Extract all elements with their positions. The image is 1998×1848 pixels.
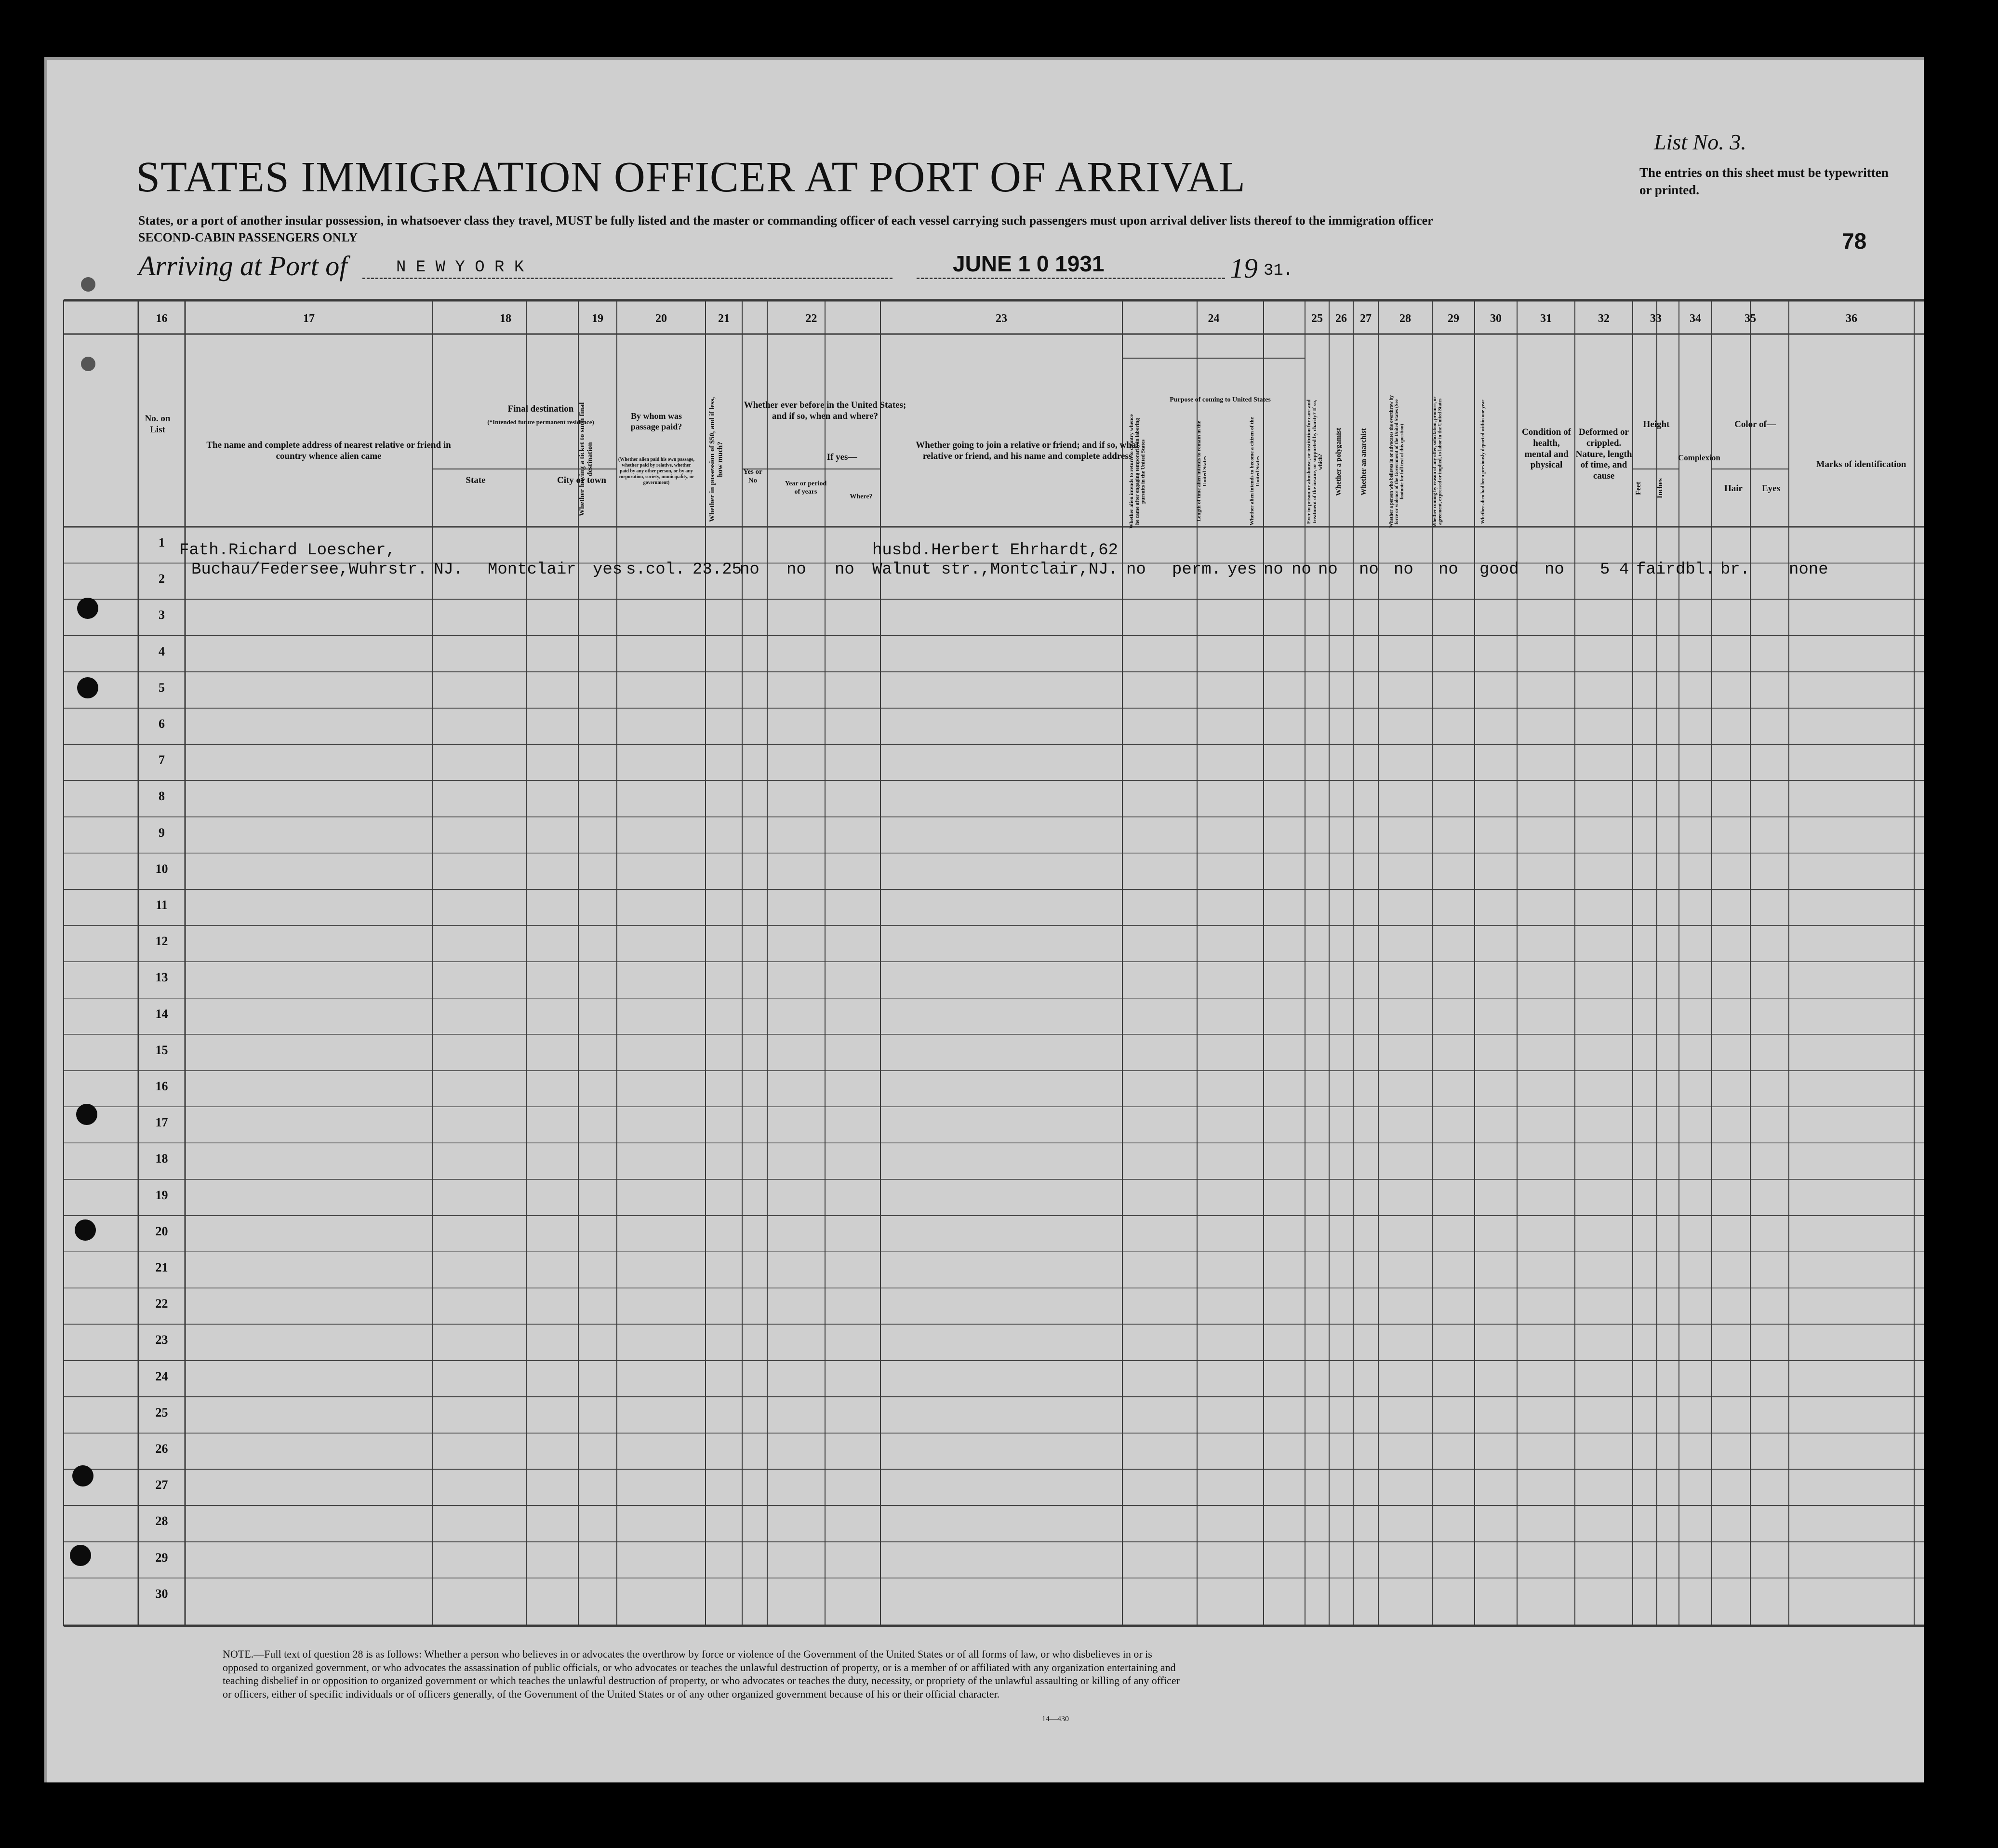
column-number: 31 — [1540, 312, 1552, 325]
entry-labor: no — [1394, 561, 1413, 579]
page-number: 78 — [1842, 228, 1867, 254]
column-number: 34 — [1690, 312, 1701, 325]
col22-header: Whether ever before in the United States; and if so, when and where? — [744, 400, 906, 421]
row-number: 20 — [155, 1224, 168, 1238]
column-number: 20 — [655, 312, 667, 325]
column-number: 25 — [1311, 312, 1323, 325]
row-number: 4 — [159, 644, 165, 658]
row-number: 18 — [155, 1152, 168, 1166]
col20-note: (Whether alien paid his own passage, whether paid by relative, whether paid by any other person, or by any corporation, society, municipality, or government) — [618, 457, 695, 485]
entry-relative-line2: Buchau/Federsee,Wuhrstr. — [191, 561, 427, 579]
col22-where: Where? — [850, 493, 873, 500]
row-number: 28 — [155, 1514, 168, 1528]
entry-year: no — [786, 561, 806, 579]
column-number: 27 — [1360, 312, 1372, 325]
col34-header: Complexion — [1678, 453, 1720, 462]
entry-length: perm. — [1172, 561, 1222, 579]
column-number: 32 — [1598, 312, 1610, 325]
entry-ticket: yes — [593, 561, 623, 579]
col19-header: Whether having a ticket to such final destination — [578, 402, 594, 517]
entry-money: 23.25 — [693, 561, 742, 579]
col20-header: By whom was passage paid? — [630, 411, 682, 431]
port-name: N E W Y O R K — [396, 258, 524, 277]
row-number: 5 — [159, 680, 165, 695]
entry-eyes: br. — [1720, 561, 1750, 579]
year-suffix: 31. — [1264, 262, 1293, 280]
entry-return: no — [1126, 561, 1146, 579]
column-number: 29 — [1448, 312, 1459, 325]
page-title: STATES IMMIGRATION OFFICER AT PORT OF ARRIVAL — [136, 153, 1246, 201]
entry-marks: none — [1789, 561, 1828, 579]
binder-hole — [76, 1104, 97, 1125]
footer-note: NOTE.—Full text of question 28 is as follows: Whether a person who believes in or advocates the overthrow by force or violence of the Government of the United States or of all forms of law, or who disbelieves in or is opposed to organized government, or who advocates the assassination of public officials, or who advocates or teaches the unlawful destruction of property, or is a member of or affiliated with any organization entertaining and teaching disbelief in or opposition to organized government or which teaches the unlawful destruction of property, or who advocates or teaches the duty, necessity, or propriety of the unlawful assaulting or killing of any officer or officers, either of specific individuals or of officers generally, of the Government of the United States or of any other organized government because of his or their official character. — [223, 1648, 1180, 1700]
row-number: 12 — [155, 934, 168, 949]
col17-header: The name and complete address of nearest relative or friend in country whence alien came — [206, 440, 451, 461]
col33-feet: Feet — [1635, 482, 1642, 495]
entry-state: NJ. — [434, 561, 464, 579]
col28-header: Whether a person who believes in or advocates the overthrow by force or violence of the Government of the United States (See footnote for full text of this question) — [1389, 395, 1405, 528]
row-number: 21 — [155, 1260, 168, 1274]
col35-hair: Hair — [1724, 483, 1743, 494]
row-number: 1 — [159, 536, 165, 549]
row-number: 22 — [155, 1297, 168, 1311]
entry-paid-by: s.col. — [626, 561, 685, 579]
entry-relative-line1: Fath.Richard Loescher, — [179, 541, 396, 560]
col33-inches: Inches — [1656, 478, 1664, 498]
entry-polygamist: no — [1292, 561, 1311, 579]
column-number: 17 — [303, 312, 315, 325]
row-number: 25 — [155, 1405, 168, 1419]
col18-city: City or town — [557, 475, 607, 485]
row-number: 27 — [155, 1478, 168, 1492]
col31-header: Condition of health, mental and physical — [1522, 427, 1571, 470]
row-number: 14 — [155, 1006, 168, 1021]
year-prefix: 19 — [1230, 253, 1258, 284]
form-number: 14—430 — [1042, 1715, 1069, 1723]
row-number: 23 — [155, 1333, 168, 1347]
entry-feet: 5 — [1600, 561, 1610, 579]
typewritten-note: The entries on this sheet must be typewritten or printed. — [1639, 165, 1889, 198]
col18-state: State — [466, 475, 486, 485]
col22-yesno: Yes or No — [743, 468, 762, 484]
col16-header: No. on List — [145, 414, 171, 435]
col18-note: (*Intended future permanent residence) — [487, 418, 594, 426]
entry-join-line1: husbd.Herbert Ehrhardt,62 — [872, 541, 1119, 560]
col24-citizen: Whether alien intends to become a citizen of the United States — [1249, 417, 1261, 526]
entry-city: Montclair — [488, 561, 576, 579]
col25-header: Ever in prison or almshouse, or institution for care and treatment of the insane, or supported by charity? If so, which? — [1306, 399, 1324, 524]
row-number: 3 — [159, 608, 165, 622]
row-number: 16 — [155, 1079, 168, 1093]
column-number: 35 — [1745, 312, 1756, 325]
entry-deported: no — [1439, 561, 1458, 579]
column-number: 36 — [1846, 312, 1857, 325]
row-number: 7 — [159, 753, 165, 767]
col27-header: Whether an anarchist — [1360, 428, 1368, 495]
entry-before-us: no — [740, 561, 759, 579]
column-number: 26 — [1335, 312, 1347, 325]
column-number: 30 — [1490, 312, 1502, 325]
col30-header: Whether alien had been previously deported within one year — [1480, 400, 1486, 524]
col18-header: Final destination — [507, 404, 574, 414]
manifest-sheet — [44, 57, 1924, 1782]
column-number: 33 — [1650, 312, 1662, 325]
instructions: States, or a port of another insular possession, in whatsoever class they travel, MUST be fully listed and the master or commanding officer of each vessel carrying such passengers must upon arrival deliver lists thereof to the immigration officer — [138, 214, 1433, 228]
col29-header: Whether coming by reason of any offer, solicitation, promise, or agreement, expressed or implied, to labor in the United States — [1432, 396, 1443, 527]
entry-complexion: fair — [1636, 561, 1676, 579]
row-number: 17 — [155, 1115, 168, 1130]
binder-hole — [70, 1545, 91, 1566]
column-number: 23 — [996, 312, 1007, 325]
arriving-label: Arriving at Port of — [138, 250, 347, 281]
col35-eyes: Eyes — [1762, 483, 1780, 494]
column-number: 24 — [1208, 312, 1220, 325]
row-number: 13 — [155, 970, 168, 985]
col24-header: Purpose of coming to United States — [1170, 396, 1271, 403]
entry-where: no — [835, 561, 854, 579]
column-number: 22 — [805, 312, 817, 325]
binder-hole — [75, 1219, 96, 1241]
row-number: 11 — [156, 898, 168, 912]
entry-inches: 4 — [1619, 561, 1629, 579]
binder-hole — [72, 1465, 93, 1486]
row-number: 24 — [155, 1369, 168, 1383]
cabin-class: SECOND-CABIN PASSENGERS ONLY — [138, 230, 358, 244]
col24-return: Whether alien intends to return to country whence he came after engaging temporarily in laboring pursuits in the United States — [1129, 414, 1146, 529]
column-number: 19 — [592, 312, 603, 325]
row-number: 15 — [155, 1043, 168, 1057]
col22-ifyes: If yes— — [826, 452, 857, 462]
entry-join-line2: Walnut str.,Montclair,NJ. — [872, 561, 1119, 579]
binder-hole — [77, 677, 98, 698]
entry-anarchist: no — [1318, 561, 1338, 579]
binder-hole — [81, 357, 95, 371]
column-number: 18 — [500, 312, 511, 325]
column-number: 21 — [718, 312, 730, 325]
col21-header: Whether in possession of $50, and if less, how much? — [708, 397, 724, 522]
col32-header: Deformed or crippled. Nature, length of time, and cause — [1575, 427, 1632, 482]
column-number: 16 — [156, 312, 168, 325]
row-number: 8 — [159, 789, 165, 803]
row-number: 9 — [159, 825, 165, 840]
entry-health: good — [1479, 561, 1519, 579]
col35-header: Color of— — [1734, 419, 1776, 429]
entry-overthrow: no — [1359, 561, 1379, 579]
row-number: 19 — [155, 1188, 168, 1202]
col23-header: Whether going to join a relative or friend; and if so, what relative or friend, and his name and complete address — [916, 440, 1139, 461]
col36-header: Marks of identification — [1816, 459, 1906, 469]
col24-length: Length of time alien intends to remain in the United States — [1196, 421, 1208, 522]
entry-hair: dbl. — [1676, 561, 1715, 579]
col22-year: Year or period of years — [785, 480, 827, 495]
row-number: 26 — [155, 1442, 168, 1456]
row-number: 6 — [159, 717, 165, 731]
col33-header: Height — [1643, 419, 1670, 429]
list-number: List No. 3. — [1654, 130, 1746, 154]
row-number: 30 — [155, 1586, 168, 1601]
col26-header: Whether a polygamist — [1335, 428, 1343, 496]
entry-deformed: no — [1545, 561, 1564, 579]
row-number: 29 — [155, 1550, 168, 1565]
row-number: 10 — [155, 861, 168, 876]
binder-hole — [77, 598, 98, 619]
column-number: 28 — [1399, 312, 1411, 325]
entry-citizen: yes — [1227, 561, 1257, 579]
entry-prison: no — [1264, 561, 1283, 579]
binder-hole — [81, 277, 95, 292]
date-stamp: JUNE 1 0 1931 — [953, 251, 1105, 276]
row-number: 2 — [159, 572, 165, 586]
